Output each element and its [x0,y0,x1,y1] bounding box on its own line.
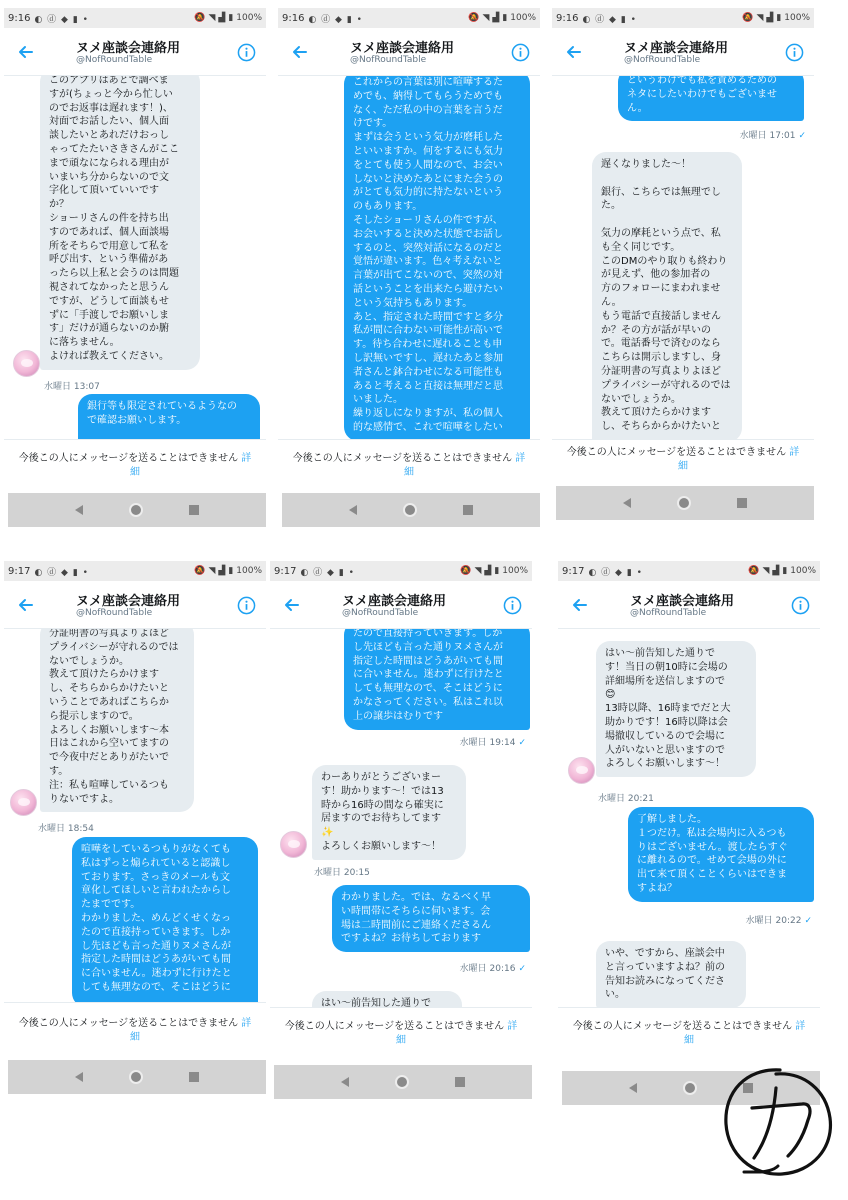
details-link[interactable]: 詳細 [130,453,252,478]
dm-disabled-notice [278,439,540,493]
battery-level: 100% [790,566,816,576]
dm-disabled-notice [552,439,814,493]
message-timestamp: 水曜日 13:07 [44,382,100,392]
status-time: 9:17 [8,565,31,577]
status-bar [4,8,266,28]
battery-icon: ▮ [494,566,500,576]
wifi-icon: ◥ [762,566,770,576]
notice-text: 今後この人にメッセージを送ることはできません [18,1018,239,1029]
dm-disabled-notice [558,1007,820,1065]
status-time: 9:17 [562,565,585,577]
notification-icons: ◐ ⓓ ◆ ▮ • [300,567,355,578]
nav-back-icon[interactable] [75,1072,83,1082]
screenshot-panel-6 [558,561,820,1107]
chat-header [270,581,532,629]
status-time: 9:16 [282,12,305,24]
battery-level: 100% [502,566,528,576]
read-check-icon: ✓ [798,131,806,141]
notice-text: 今後この人にメッセージを送ることはできません [566,447,787,458]
status-bar [552,8,814,28]
message-list[interactable] [552,76,814,439]
dm-disabled-notice [4,1002,266,1060]
details-link[interactable]: 詳細 [130,1018,252,1043]
back-arrow-icon[interactable] [16,595,36,615]
message-bubble[interactable]: わかりました。では、なるべく早 い時間帯にそちらに伺います。会 場は二時間前にご連絡くださるん ですよね？お待ちしております [332,885,530,952]
status-time: 9:16 [8,12,31,24]
message-timestamp: 水曜日 18:54 [38,824,94,834]
details-link[interactable]: 詳細 [684,1021,806,1046]
battery-level: 100% [784,13,810,23]
message-bubble[interactable]: はい〜前告知した通りで [312,991,462,1007]
wifi-icon: ◥ [482,13,490,23]
signal-icon: ▟ [218,566,226,576]
message-timestamp [460,961,526,974]
message-bubble[interactable]: これからの言葉は別に喧嘩するた めでも、納得してもらうためでも なく、ただ私の中の言葉を言うだ けです。 まずは会うという気力が磨耗した といいますか。何をするにも気力 をとても使う人間なので、お会い しないと決めたあとにまた会うの がとても気力的に持たないという のもあります。 そしたショーリさんの件ですが、 お会いすると決めた状態でお話し するのと、突然対話になるのだと 覚悟が違います。色々考えないと 言葉が出てこないので、突然の対 話ということを出来たら避けたい という気持ちもあります。 あと、指定された時間ですと多分 私が間に合わない可能性が高いで す。待ち合わせに遅れることも申 し訳無いですし、遅れたあと参加 者さんと鉢合わせになる可能性も あると考えると直接は無理だと思 いました。 繰り返しになりますが、私の個人 的な感情で、これで喧嘩をしたい [344,76,530,439]
notice-text: 今後この人にメッセージを送ることはできません [572,1021,793,1032]
nav-home-icon[interactable] [129,503,143,517]
message-bubble[interactable]: 分証明書の写真よりよほど プライバシーが守れるのでは ないでしょうか。 教えて頂けたらかけます し、そちらからかけたいと いうことであればこちらか ら提示しますので。 よろしくお願いします〜本 日はこれから空いてますの で今夜中だとありがたいで す。 注：私も喧嘩しているつも りないですよ。 [40,629,194,812]
mute-icon: 🔕 [194,13,206,23]
back-arrow-icon[interactable] [16,42,36,62]
status-bar [270,561,532,581]
nav-recent-icon[interactable] [463,505,473,515]
message-list[interactable] [4,629,266,1002]
avatar[interactable] [280,831,307,858]
conversation-title: ヌメ座談会連絡用 [630,594,735,609]
notice-text: 今後この人にメッセージを送ることはできません [292,453,513,464]
timestamp-text: 水曜日 19:14 [459,738,516,748]
mute-icon: 🔕 [742,13,754,23]
notification-icons: ◐ ⓓ ◆ ▮ • [34,14,89,25]
avatar[interactable] [568,757,595,784]
details-link[interactable]: 詳細 [678,447,800,472]
wifi-icon: ◥ [208,566,216,576]
battery-level: 100% [510,13,536,23]
signal-icon: ▟ [766,13,774,23]
status-bar [558,561,820,581]
screenshot-panel-1 [4,8,266,528]
back-arrow-icon[interactable] [564,42,584,62]
back-arrow-icon[interactable] [570,595,590,615]
message-timestamp: 水曜日 20:21 [598,794,654,804]
timestamp-text: 水曜日 17:01 [739,131,796,141]
conversation-handle: @NofRoundTable [76,608,153,618]
dm-disabled-notice [270,1007,532,1065]
message-bubble[interactable]: 遅くなりました〜！ 銀行、こちらでは無理でし た。 気力の摩耗という点で、私 も全く同じです。 このDMのやり取りも終わり が見えず、他の参加者の 方のフォローにまわれませ ん。 もう電話で直接話しません か？その方が話が早いの で。電話番号で済むのなら こちらは開示しますし、身 分証明書の写真よりよほど プライバシーが守れるのでは ないでしょうか。 教えて頂けたらかけます し、そちらからかけたいと [592,152,742,439]
avatar[interactable] [10,789,37,816]
avatar[interactable] [13,350,40,377]
battery-icon: ▮ [228,13,234,23]
message-timestamp [460,735,526,748]
nav-recent-icon[interactable] [737,498,747,508]
signal-icon: ▟ [772,566,780,576]
nav-recent-icon[interactable] [189,1072,199,1082]
details-link[interactable]: 詳細 [404,453,526,478]
read-check-icon: ✓ [518,738,526,748]
message-list[interactable] [558,629,820,1007]
notification-icons: ◐ ⓓ ◆ ▮ • [582,14,637,25]
nav-home-icon[interactable] [677,496,691,510]
conversation-handle: @NofRoundTable [342,608,419,618]
chat-header [4,581,266,629]
info-icon[interactable] [237,43,256,62]
mute-icon: 🔕 [194,566,206,576]
back-arrow-icon[interactable] [290,42,310,62]
conversation-handle: @NofRoundTable [630,608,707,618]
battery-level: 100% [236,566,262,576]
message-bubble[interactable]: はい〜前告知した通りで す！当日の朝10時に会場の 詳細場所を送信しますので 😊 13時以降、16時までだと大 助かりです！16時以降は会 場撤収しているので会場に 人がいないと思いますので よろしくお願いします〜！ [596,641,756,777]
nav-home-icon[interactable] [129,1070,143,1084]
conversation-title: ヌメ座談会連絡用 [342,594,447,609]
android-nav-bar [282,493,540,527]
timestamp-text: 水曜日 20:22 [745,916,802,926]
battery-icon: ▮ [782,566,788,576]
android-nav-bar [556,486,814,520]
nav-back-icon[interactable] [349,505,357,515]
conversation-handle: @NofRoundTable [350,55,427,65]
android-nav-bar [8,493,266,527]
screenshot-panel-3 [552,8,814,528]
info-icon[interactable] [503,596,522,615]
handwritten-page-mark [718,1062,840,1184]
message-bubble[interactable]: というわけでも私を責めるための ネタにしたいわけでもございませ ん。 [618,76,804,121]
message-list[interactable] [270,629,532,1007]
notification-icons: ◐ ⓓ ◆ ▮ • [308,14,363,25]
read-check-icon: ✓ [804,916,812,926]
chat-header [558,581,820,629]
battery-icon: ▮ [776,13,782,23]
wifi-icon: ◥ [208,13,216,23]
message-timestamp [746,913,812,926]
chat-header [4,28,266,76]
mute-icon: 🔕 [460,566,472,576]
status-time: 9:16 [556,12,579,24]
battery-icon: ▮ [502,13,508,23]
message-timestamp: 水曜日 20:15 [314,868,370,878]
notice-text: 今後この人にメッセージを送ることはできません [18,453,239,464]
message-bubble[interactable]: わーありがとうございまー す！助かります〜！では13 時から16時の間なら確実に 居ますのでお待ちしてます ✨ よろしくお願いします〜！ [312,765,466,860]
message-timestamp [740,128,806,141]
conversation-title: ヌメ座談会連絡用 [76,41,181,56]
info-icon[interactable] [785,43,804,62]
nav-recent-icon[interactable] [455,1077,465,1087]
conversation-title: ヌメ座談会連絡用 [350,41,455,56]
info-icon[interactable] [237,596,256,615]
conversation-title: ヌメ座談会連絡用 [624,41,729,56]
message-bubble[interactable]: いや、ですから、座談会中 と言っていますよね？前の 告知お読みになってくださ い。 [596,941,746,1007]
conversation-handle: @NofRoundTable [76,55,153,65]
nav-back-icon[interactable] [623,498,631,508]
nav-recent-icon[interactable] [189,505,199,515]
signal-icon: ▟ [218,13,226,23]
message-list[interactable] [278,76,540,439]
nav-home-icon[interactable] [395,1075,409,1089]
notification-icons: ◐ ⓓ ◆ ▮ • [34,567,89,578]
conversation-title: ヌメ座談会連絡用 [76,594,181,609]
dm-disabled-notice [4,439,266,493]
status-time: 9:17 [274,565,297,577]
status-bar [278,8,540,28]
battery-icon: ▮ [228,566,234,576]
details-link[interactable]: 詳細 [396,1021,518,1046]
nav-back-icon[interactable] [341,1077,349,1087]
status-bar [4,561,266,581]
android-nav-bar [274,1065,532,1099]
info-icon[interactable] [791,596,810,615]
nav-home-icon[interactable] [403,503,417,517]
notice-text: 今後この人にメッセージを送ることはできません [284,1021,505,1032]
read-check-icon: ✓ [518,964,526,974]
message-bubble[interactable]: このアプリはあとで調べま すが(ちょっと今から忙しい のでお返事は遅れます！)、 対面でお話したい、個人面 談したいとあれだけおっし ゃってたたいさきさんがここ まで頑なになられる理由が いまいち分からないので文 字化して頂いていいです か？ ショーリさんの件を持ち出 すのであれば、個人面談場 所をそちらで用意して私を 呼び出す、という準備があ ったら以上私と会うのは問題 視されてなかったと思うん ですが、どうして面談もせ ずに「手渡しでお願いしま す」だけが通らないのか腑 に落ちません。 よければ教えてください。 [40,76,200,370]
battery-level: 100% [236,13,262,23]
timestamp-text: 水曜日 20:16 [459,964,516,974]
conversation-handle: @NofRoundTable [624,55,701,65]
mute-icon: 🔕 [468,13,480,23]
signal-icon: ▟ [492,13,500,23]
message-bubble[interactable]: たので直接持っていきます。しか し先ほども言った通りヌメさんが 指定した時間はどうあがいても間 に合いません。迷わずに行けたと しても無理なので、そこはどうに かなさってください。私はこれ以 上の譲歩はむりです [344,629,530,730]
message-list[interactable] [4,76,266,439]
nav-back-icon[interactable] [75,505,83,515]
message-bubble[interactable]: 了解しました。 １つだけ。私は会場内に入るつも りはございません。渡したらすぐ に離れるので。せめて会場の外に 出て来て頂くことくらいはできま すよね？ [628,807,814,902]
screenshot-panel-2 [278,8,540,528]
back-arrow-icon[interactable] [282,595,302,615]
chat-header [552,28,814,76]
wifi-icon: ◥ [474,566,482,576]
screenshot-panel-4 [4,561,266,1101]
notification-icons: ◐ ⓓ ◆ ▮ • [588,567,643,578]
mute-icon: 🔕 [748,566,760,576]
nav-back-icon[interactable] [629,1083,637,1093]
wifi-icon: ◥ [756,13,764,23]
screenshot-panel-5 [270,561,532,1101]
nav-home-icon[interactable] [683,1081,697,1095]
message-bubble[interactable]: 銀行等も限定されているようなの で確認お願いします。 [78,394,260,439]
info-icon[interactable] [511,43,530,62]
message-bubble[interactable]: 喧嘩をしているつもりがなくても 私はずっと煽られていると認識し ております。さっきのメールも文 章化してほしいと言われたからし たまでです。 わかりました、めんどくせくなっ たので直接持っていきます。しか し先ほども言った通りヌメさんが 指定した時間はどうあがいても間 に合いません。迷わずに行けたと しても無理なので、そこはどうに [72,837,258,1002]
chat-header [278,28,540,76]
signal-icon: ▟ [484,566,492,576]
android-nav-bar [8,1060,266,1094]
